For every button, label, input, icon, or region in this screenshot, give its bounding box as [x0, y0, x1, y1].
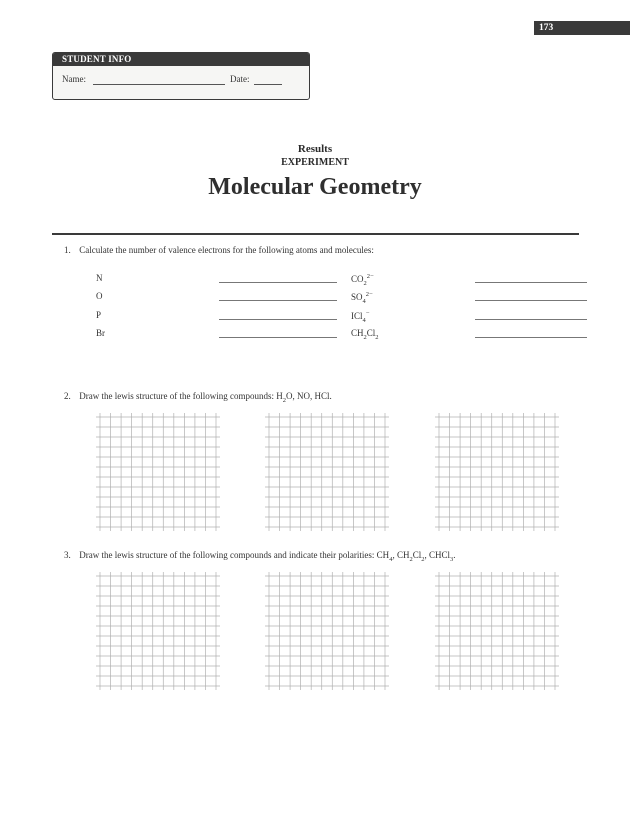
molecule-formula: $CH_2Cl_2$ [351, 328, 379, 341]
answer-blank[interactable] [219, 319, 337, 320]
atom-label: P [96, 310, 102, 320]
title-divider [52, 233, 579, 235]
valence-row [0, 273, 630, 287]
drawing-grid[interactable] [435, 572, 559, 690]
page-title: Molecular Geometry [208, 174, 422, 200]
page-number: 173 [534, 21, 630, 35]
drawing-grid[interactable] [265, 413, 389, 531]
molecule-formula: $CO_2^{2-}$ [351, 273, 374, 287]
valence-row [0, 291, 630, 305]
date-field[interactable] [254, 84, 282, 85]
molecule-formula: ICl$_4$− [351, 310, 370, 324]
results-heading: Results [297, 143, 333, 155]
question-1-number: 1. [64, 245, 71, 255]
atom-label: Br [96, 328, 105, 338]
date-label: Date: [230, 74, 250, 84]
answer-blank[interactable] [219, 337, 337, 338]
drawing-grid[interactable] [265, 572, 389, 690]
answer-blank[interactable] [475, 319, 587, 320]
answer-blank[interactable] [475, 300, 587, 301]
student-info-header: STUDENT INFO [53, 53, 309, 66]
question-3 [64, 550, 455, 563]
atom-label: N [96, 273, 103, 283]
question-2-number: 2. [64, 391, 71, 401]
question-1-text: Calculate the number of valence electrons for the following atoms and molecules: [79, 245, 374, 255]
question-2 [64, 391, 332, 404]
answer-blank[interactable] [219, 282, 337, 283]
drawing-grid[interactable] [96, 572, 220, 690]
answer-blank[interactable] [475, 337, 587, 338]
drawing-grid[interactable] [96, 413, 220, 531]
drawing-grid[interactable] [435, 413, 559, 531]
experiment-heading: EXPERIMENT [281, 157, 349, 168]
answer-blank[interactable] [475, 282, 587, 283]
question-3-text: Draw the lewis structure of the following compounds and indicate their polarities: $CH_4$, $CH_2Cl_2$, CHCl$_3$. [79, 550, 456, 563]
student-info-row [53, 66, 309, 100]
answer-blank[interactable] [219, 300, 337, 301]
question-1 [64, 245, 374, 255]
name-label: Name: [62, 74, 86, 84]
molecule-formula: $SO_4^{2-}$ [351, 291, 373, 305]
valence-row [0, 310, 630, 324]
question-2-text: Draw the lewis structure of the following compounds: $H_2O$, NO, HCl. [79, 391, 332, 404]
atom-label: O [96, 291, 103, 301]
valence-row [0, 328, 630, 342]
question-3-number: 3. [64, 550, 71, 560]
name-field[interactable] [93, 84, 225, 85]
student-info-box [52, 52, 310, 100]
